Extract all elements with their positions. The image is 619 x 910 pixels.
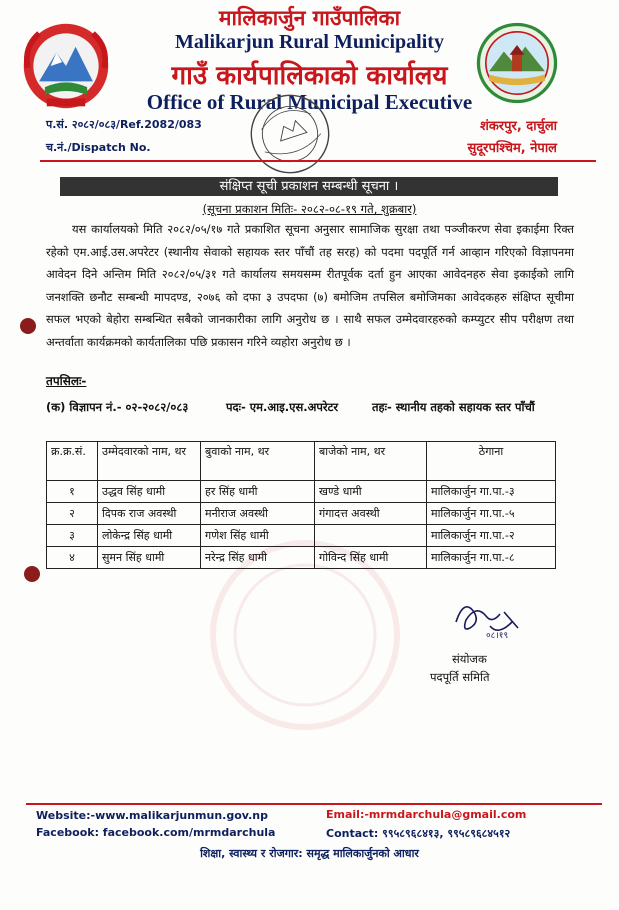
footer-facebook: Facebook: facebook.com/mrmdarchula (36, 826, 276, 839)
cell-grandfather-name: खण्डे धामी (315, 481, 427, 503)
cell-father-name: हर सिंह धामी (201, 481, 315, 503)
punch-hole (24, 566, 40, 582)
cell-address: मालिकार्जुन गा.पा.-२ (427, 525, 556, 547)
punch-hole (20, 318, 36, 334)
cell-grandfather-name: गोविन्द सिंह धामी (315, 547, 427, 569)
cell-father-name: गणेश सिंह धामी (201, 525, 315, 547)
column-header-sn: क्र.क्र.सं. (47, 442, 98, 481)
candidate-table (46, 441, 556, 569)
notice-title: संक्षिप्त सूची प्रकाशन सम्बन्धी सूचना । (60, 177, 558, 196)
footer-contact: Contact: ९९५८९६८४१३, ९९५८९६८४५१२ (326, 827, 511, 840)
table-row (47, 547, 556, 569)
advertisement-number: (क) विज्ञापन नं.- ०२-२०८२/०८३ (46, 400, 189, 414)
cell-candidate-name: दिपक राज अवस्थी (98, 503, 201, 525)
details-heading: तपसिलः- (46, 374, 87, 388)
municipality-name-np: मालिकार्जुन गाउँपालिका (218, 6, 401, 30)
reference-number: प.सं. २०८२/०८३/Ref.2082/083 (46, 118, 202, 131)
cell-candidate-name: उद्धव सिंह धामी (98, 481, 201, 503)
cell-address: मालिकार्जुन गा.पा.-५ (427, 503, 556, 525)
signature-date: ०८।१९ (486, 631, 509, 641)
column-header-grandfather-name: बाजेको नाम, थर (315, 442, 427, 481)
cell-father-name: नरेन्द्र सिंह धामी (201, 547, 315, 569)
signatory-title: संयोजक (452, 652, 487, 666)
signatory-committee: पदपूर्ति समिति (430, 670, 490, 684)
address-line-1: शंकरपुर, दार्चुला (479, 119, 557, 134)
cell-address: मालिकार्जुन गा.पा.-३ (427, 481, 556, 503)
column-header-address: ठेगाना (427, 442, 556, 481)
dispatch-number: च.नं./Dispatch No. (46, 141, 151, 154)
cell-candidate-name: सुमन सिंह धामी (98, 547, 201, 569)
post-name: पदः- एम.आइ.एस.अपरेटर (226, 400, 339, 414)
cell-sn: ४ (47, 547, 98, 569)
municipality-name-en: Malikarjun Rural Municipality (175, 31, 444, 53)
cell-grandfather-name: गंगादत्त अवस्थी (315, 503, 427, 525)
cell-address: मालिकार्जुन गा.पा.-८ (427, 547, 556, 569)
table-row (47, 481, 556, 503)
header-divider (40, 160, 596, 162)
footer-divider (26, 803, 602, 805)
office-stamp (244, 88, 336, 180)
table-row (47, 525, 556, 547)
post-level: तहः- स्थानीय तहको सहायक स्तर पाँचौं (372, 400, 535, 414)
cell-father-name: मनीराज अवस्थी (201, 503, 315, 525)
notice-date: (सूचना प्रकाशन मितिः- २०८२-०८-१९ गते, शुक्रबार) (202, 202, 417, 216)
address-line-2: सुदूरपश्चिम, नेपाल (467, 141, 557, 156)
cell-grandfather-name (315, 525, 427, 547)
handwritten-signature (446, 592, 526, 642)
column-header-candidate-name: उम्मेदवारको नाम, थर (98, 442, 201, 481)
column-header-father-name: बुवाको नाम, थर (201, 442, 315, 481)
footer-slogan: शिक्षा, स्वास्थ्य र रोजगार: समृद्ध मालिकार्जुनको आधार (200, 847, 419, 860)
cell-sn: २ (47, 503, 98, 525)
footer-website: Website:-www.malikarjunmun.gov.np (36, 809, 268, 822)
notice-body: यस कार्यालयको मिति २०८२/०५/१७ गते प्रकाशित सूचना अनुसार सामाजिक सुरक्षा तथा पञ्जीकरण सेवा इकाईमा रिक्त रहेको एम.आई.उस.अपरेटर (स्थानीय सेवाको सहायक स्तर पाँचौं तह सरह) को पदमा पदपूर्ति गर्न आव्हान गरिएको विज्ञापनमा आवेदन दिने अन्तिम मिति २०८२/०५/३१ गते कार्यालय समयसम्म रीतपूर्वक दर्ता हुन आएका आवेदनहरु सेवा इकाईको लागि जनशक्ति छनौट सम्बन्धी मापदण्ड, २०७६ को दफा ३ उपदफा (७) बमोजिम तपसिल बमोजिमका आवेदकहरु संक्षिप्त सूचीमा सफल भएको बेहोरा सम्बन्धित सबैको जानकारीका लागि अनुरोध छ । साथै सफल उम्मेदवारहरुको कम्प्युटर सीप परीक्षण तथा अन्तर्वाता कार्यक्रमको कार्यतालिका पछि प्रकासन गरिने व्यहोरा अनुरोध छ । (46, 222, 574, 349)
cell-candidate-name: लोकेन्द्र सिंह धामी (98, 525, 201, 547)
footer-email: Email:-mrmdarchula@gmail.com (326, 808, 527, 821)
cell-sn: १ (47, 481, 98, 503)
office-name-np: गाउँ कार्यपालिकाको कार्यालय (171, 61, 448, 91)
table-header-row (47, 442, 556, 481)
cell-sn: ३ (47, 525, 98, 547)
table-row (47, 503, 556, 525)
office-name-en: Office of Rural Municipal Executive (146, 90, 473, 114)
